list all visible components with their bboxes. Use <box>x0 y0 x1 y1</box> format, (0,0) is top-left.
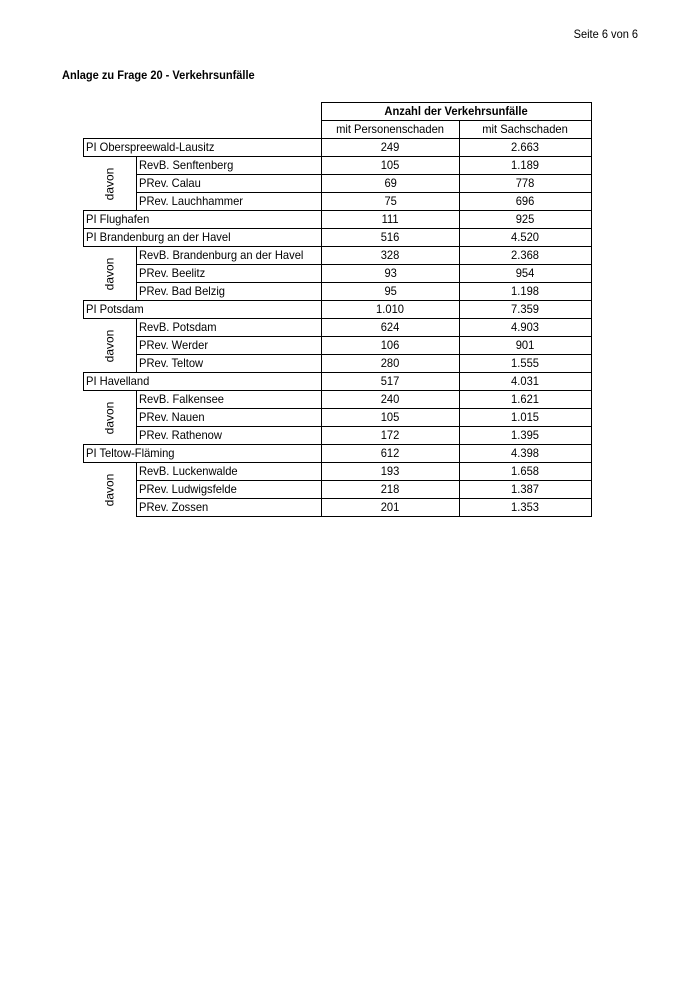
sachschaden-value <box>460 139 592 157</box>
personenschaden-value <box>322 265 460 283</box>
personenschaden-value <box>322 463 460 481</box>
personenschaden-value-text: 249 <box>381 140 400 154</box>
district-name-text: PRev. Lauchhammer <box>139 194 244 208</box>
personenschaden-value <box>322 355 460 373</box>
district-name-text: PRev. Beelitz <box>139 266 206 280</box>
table-row-district <box>84 499 592 517</box>
table-header-row-group <box>84 103 592 121</box>
personenschaden-value-text: 517 <box>381 374 400 388</box>
sachschaden-value <box>460 409 592 427</box>
personenschaden-value <box>322 409 460 427</box>
table-row-inspection <box>84 373 592 391</box>
personenschaden-value <box>322 391 460 409</box>
table-row-district <box>84 409 592 427</box>
sachschaden-value <box>460 373 592 391</box>
personenschaden-value-text: 240 <box>381 392 400 406</box>
district-name-text: RevB. Brandenburg an der Havel <box>139 248 304 262</box>
personenschaden-value-text: 95 <box>384 284 397 298</box>
inspection-name <box>84 373 322 391</box>
district-name-text: RevB. Potsdam <box>139 320 217 334</box>
district-name <box>137 337 322 355</box>
sachschaden-value-text: 1.189 <box>511 158 540 172</box>
sachschaden-value <box>460 211 592 229</box>
district-name <box>137 499 322 517</box>
sachschaden-value <box>460 355 592 373</box>
document-title: Anlage zu Frage 20 - Verkehrsunfälle <box>62 68 255 82</box>
personenschaden-value-text: 105 <box>381 410 400 424</box>
inspection-name-text: PI Potsdam <box>86 302 144 316</box>
district-name-text: PRev. Calau <box>139 176 201 190</box>
sachschaden-value-text: 2.663 <box>511 140 540 154</box>
table-header-row-columns <box>84 121 592 139</box>
personenschaden-value-text: 201 <box>381 500 400 514</box>
district-name-text: RevB. Senftenberg <box>139 158 234 172</box>
sachschaden-value <box>460 175 592 193</box>
inspection-name-text: PI Havelland <box>86 374 150 388</box>
sachschaden-value-text: 954 <box>516 266 535 280</box>
sachschaden-value <box>460 427 592 445</box>
table-row-inspection <box>84 301 592 319</box>
sachschaden-value <box>460 229 592 247</box>
sachschaden-value-text: 1.395 <box>511 428 540 442</box>
sachschaden-value <box>460 157 592 175</box>
table-row-inspection <box>84 229 592 247</box>
sachschaden-value <box>460 499 592 517</box>
district-name <box>137 157 322 175</box>
personenschaden-value-text: 516 <box>381 230 400 244</box>
district-name <box>137 427 322 445</box>
personenschaden-value-text: 1.010 <box>376 302 405 316</box>
personenschaden-value <box>322 445 460 463</box>
personenschaden-value-text: 106 <box>381 338 400 352</box>
personenschaden-value-text: 111 <box>382 212 399 226</box>
sachschaden-value-text: 4.520 <box>511 230 540 244</box>
personenschaden-value-text: 105 <box>381 158 400 172</box>
district-name <box>137 355 322 373</box>
district-name <box>137 319 322 337</box>
table-row-district <box>84 283 592 301</box>
district-name-text: PRev. Bad Belzig <box>139 284 226 298</box>
personenschaden-value <box>322 175 460 193</box>
table-row-district <box>84 391 592 409</box>
personenschaden-value-text: 193 <box>381 464 400 478</box>
davon-label: davon <box>102 257 117 290</box>
district-name <box>137 481 322 499</box>
table-row-district <box>84 319 592 337</box>
personenschaden-value <box>322 211 460 229</box>
district-name <box>137 463 322 481</box>
sachschaden-value <box>460 193 592 211</box>
district-name <box>137 409 322 427</box>
sachschaden-value-text: 1.387 <box>511 482 540 496</box>
district-name <box>137 193 322 211</box>
page-number: Seite 6 von 6 <box>573 27 638 41</box>
district-name <box>137 175 322 193</box>
sachschaden-value-text: 901 <box>516 338 535 352</box>
personenschaden-value <box>322 427 460 445</box>
table-row-district <box>84 247 592 265</box>
header-blank-cell <box>84 121 322 139</box>
sachschaden-value <box>460 391 592 409</box>
personenschaden-value <box>322 139 460 157</box>
table-row-district <box>84 481 592 499</box>
davon-label: davon <box>102 329 117 362</box>
sachschaden-value-text: 1.658 <box>511 464 540 478</box>
personenschaden-value <box>322 481 460 499</box>
sachschaden-value <box>460 445 592 463</box>
personenschaden-value-text: 624 <box>381 320 400 334</box>
personenschaden-value <box>322 373 460 391</box>
personenschaden-value-text: 75 <box>384 194 397 208</box>
inspection-name-text: PI Teltow-Fläming <box>86 446 175 460</box>
personenschaden-value <box>322 319 460 337</box>
sachschaden-value <box>460 247 592 265</box>
personenschaden-value-text: 93 <box>384 266 397 280</box>
district-name <box>137 247 322 265</box>
davon-cell <box>84 247 137 301</box>
table-row-district <box>84 157 592 175</box>
header-sachschaden: mit Sachschaden <box>460 121 592 139</box>
davon-cell <box>84 391 137 445</box>
sachschaden-value-text: 1.015 <box>511 410 540 424</box>
sachschaden-value <box>460 481 592 499</box>
sachschaden-value-text: 1.555 <box>511 356 540 370</box>
table-row-inspection <box>84 139 592 157</box>
district-name-text: PRev. Rathenow <box>139 428 222 442</box>
district-name-text: PRev. Werder <box>139 338 209 352</box>
personenschaden-value-text: 69 <box>384 176 397 190</box>
personenschaden-value <box>322 193 460 211</box>
header-accident-count: Anzahl der Verkehrsunfälle <box>322 103 592 121</box>
personenschaden-value <box>322 337 460 355</box>
inspection-name <box>84 445 322 463</box>
sachschaden-value <box>460 265 592 283</box>
sachschaden-value-text: 1.198 <box>511 284 540 298</box>
district-name <box>137 283 322 301</box>
davon-cell <box>84 157 137 211</box>
inspection-name-text: PI Flughafen <box>86 212 150 226</box>
inspection-name-text: PI Brandenburg an der Havel <box>86 230 231 244</box>
district-name <box>137 391 322 409</box>
table-row-district <box>84 175 592 193</box>
personenschaden-value <box>322 283 460 301</box>
table-row-district <box>84 193 592 211</box>
sachschaden-value <box>460 463 592 481</box>
header-blank-cell <box>84 103 322 121</box>
table-row-inspection <box>84 211 592 229</box>
sachschaden-value-text: 778 <box>516 176 535 190</box>
inspection-name-text: PI Oberspreewald-Lausitz <box>86 140 215 154</box>
inspection-name <box>84 211 322 229</box>
personenschaden-value-text: 172 <box>381 428 400 442</box>
sachschaden-value <box>460 319 592 337</box>
district-name-text: RevB. Falkensee <box>139 392 224 406</box>
sachschaden-value-text: 4.398 <box>511 446 540 460</box>
davon-label: davon <box>102 473 117 507</box>
table-row-district <box>84 337 592 355</box>
personenschaden-value-text: 612 <box>381 446 400 460</box>
personenschaden-value-text: 280 <box>381 356 400 370</box>
personenschaden-value <box>322 499 460 517</box>
personenschaden-value-text: 328 <box>381 248 400 262</box>
table-row-district <box>84 265 592 283</box>
sachschaden-value-text: 696 <box>516 194 535 208</box>
sachschaden-value-text: 1.621 <box>511 392 540 406</box>
personenschaden-value <box>322 157 460 175</box>
personenschaden-value <box>322 247 460 265</box>
accident-table <box>83 102 592 517</box>
header-personenschaden: mit Personenschaden <box>322 121 460 139</box>
table-row-district <box>84 355 592 373</box>
table-row-inspection <box>84 445 592 463</box>
sachschaden-value-text: 4.031 <box>511 374 540 388</box>
davon-cell <box>84 319 137 373</box>
davon-cell <box>84 463 137 517</box>
district-name-text: PRev. Zossen <box>139 500 209 514</box>
sachschaden-value <box>460 301 592 319</box>
sachschaden-value-text: 2.368 <box>511 248 540 262</box>
table-row-district <box>84 463 592 481</box>
sachschaden-value-text: 4.903 <box>511 320 540 334</box>
sachschaden-value-text: 1.353 <box>511 500 540 514</box>
sachschaden-value <box>460 283 592 301</box>
accident-table-body <box>84 103 592 517</box>
sachschaden-value-text: 7.359 <box>511 302 540 316</box>
district-name <box>137 265 322 283</box>
davon-label: davon <box>102 401 117 434</box>
sachschaden-value <box>460 337 592 355</box>
table-row-district <box>84 427 592 445</box>
district-name-text: PRev. Ludwigsfelde <box>139 482 237 496</box>
inspection-name <box>84 229 322 247</box>
district-name-text: PRev. Nauen <box>139 410 205 424</box>
sachschaden-value-text: 925 <box>516 212 535 226</box>
davon-label: davon <box>102 167 117 200</box>
personenschaden-value <box>322 229 460 247</box>
inspection-name <box>84 301 322 319</box>
personenschaden-value <box>322 301 460 319</box>
personenschaden-value-text: 218 <box>381 482 400 496</box>
inspection-name <box>84 139 322 157</box>
district-name-text: RevB. Luckenwalde <box>139 464 238 478</box>
district-name-text: PRev. Teltow <box>139 356 204 370</box>
